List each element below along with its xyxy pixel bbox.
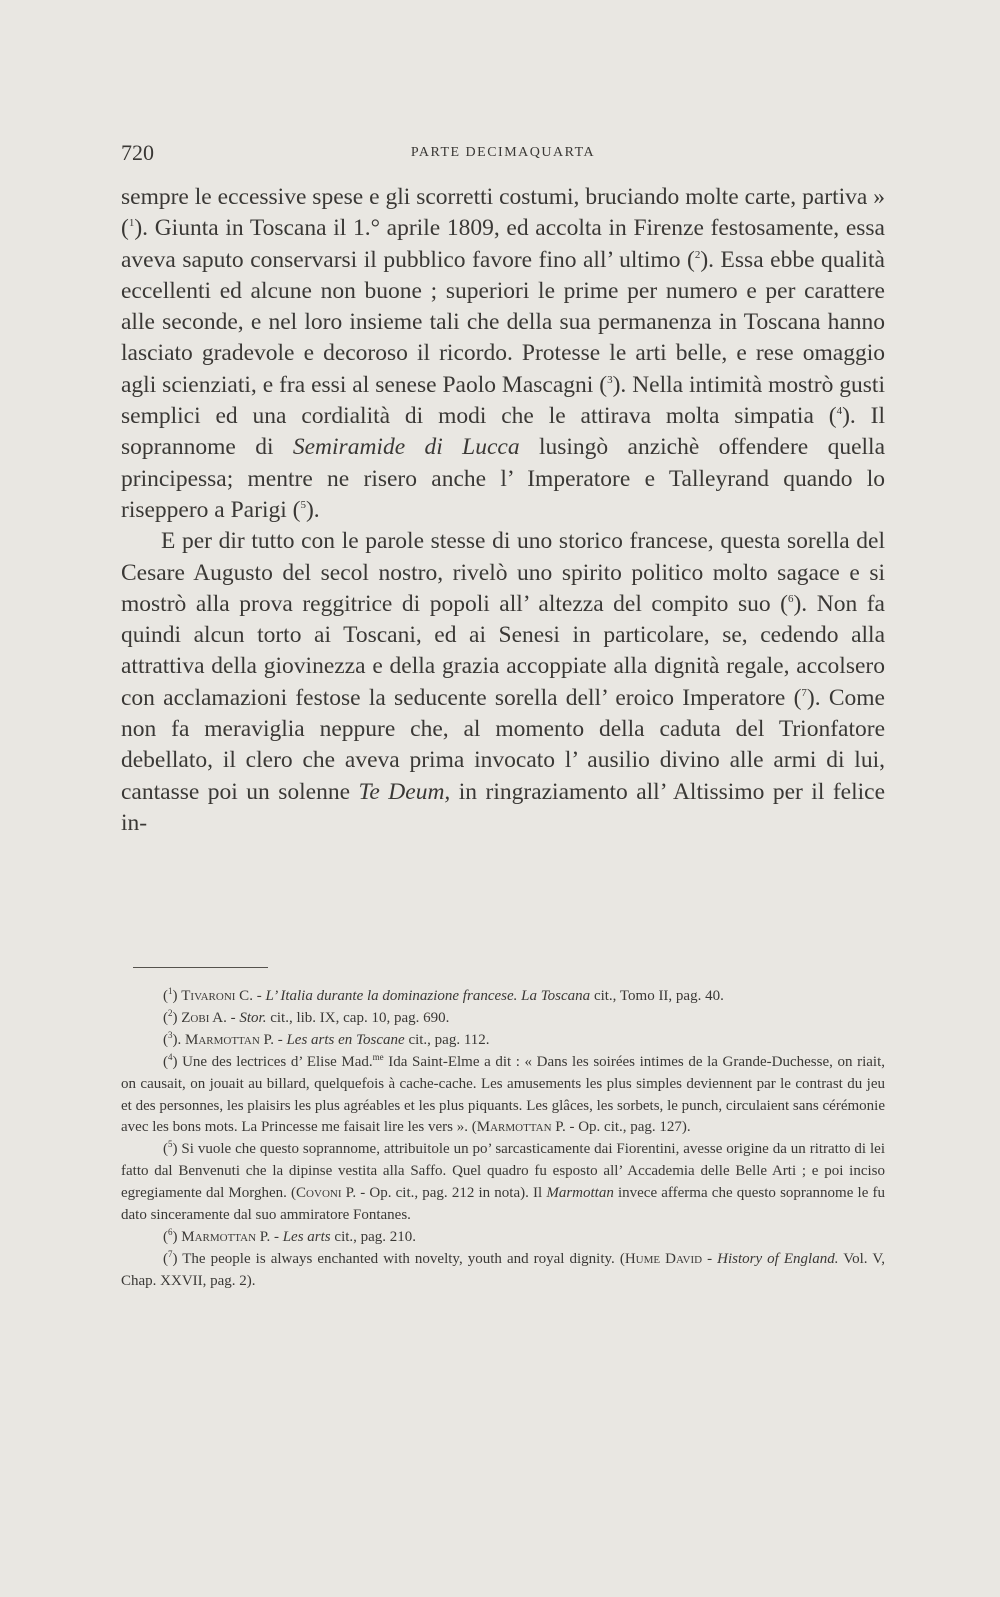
- footnote-text: cit., Tomo II, pag. 40.: [590, 988, 724, 1004]
- text-run: lusingò anzichè offendere quella principessa; mentre ne risero anche l’ Imperatore e Talleyrand quando lo riseppero a Parigi (: [121, 434, 886, 523]
- separator: -: [273, 1031, 287, 1048]
- footnote-text: The people is always enchanted with novelty, youth and royal dignity. (: [182, 1250, 625, 1267]
- footnote-text: cit., pag. 210.: [330, 1228, 417, 1245]
- footnote-ref: 6: [787, 592, 794, 605]
- footnote-mark: 2: [168, 1007, 173, 1018]
- page-header: [121, 140, 885, 166]
- footnote-author: Hume David: [624, 1250, 703, 1267]
- footnote: ($^1$) Tivaroni C. - L’ Italia durante la dominazione francese. La Toscana cit., Tomo II, pag. 40.: [163, 986, 724, 1004]
- footnote-text: Vol. V, Chap. XXVII, pag. 2).: [121, 1250, 885, 1289]
- footnote-ref: 3: [607, 373, 613, 386]
- text-run: ). Nella intimità mostrò gusti semplici ed una cordialità di modi che le attirava molta simpatia (: [121, 371, 885, 430]
- footnote: ($^7$) The people is always enchanted with novelty, youth and royal dignity. (Hume David - History of England. Vol. V, Chap. XXVII, pag. 2).: [121, 1248, 885, 1289]
- footnote-author: Marmottan P.: [181, 1228, 271, 1245]
- footnote-ref: 5: [300, 498, 306, 511]
- footnote-mark: 4: [168, 1051, 173, 1062]
- separator: -: [252, 988, 266, 1004]
- text-run: ). Essa ebbe qualità eccellenti ed alcune non buone ; superiori le prime per numero e per carattere alle seconde, e nel loro insieme tali che della sua permanenza in Toscana hanno lasciato gradevole e decoroso il ricordo. Protesse le arti belle, e rese omaggio agli scienziati, e fra essi al senese Paolo Mascagni (: [121, 246, 885, 398]
- footnote-author: Marmottan P.: [185, 1031, 274, 1048]
- footnote-text: Si vuole che questo soprannome, attribuitole un po’ sarcasticamente dai Fiorentini, avesse origine da un ritratto di lei fatto dal Benvenuti che la dipinse vestita alla Saffo. Quel quadro fu esposto all’ Accademia delle Belle Arti ; e poi inciso egregiamente dal Morghen. (: [121, 1141, 886, 1202]
- footnotes: [121, 986, 885, 1293]
- footnote-text: Une des lectrices d’ Elise Mad.: [182, 1053, 373, 1070]
- superscript: me: [372, 1051, 384, 1062]
- footnote-author: Tivaroni C.: [181, 988, 253, 1004]
- main-text: [121, 182, 885, 839]
- text-run: sempre le eccessive spese e gli scorretti costumi, bruciando molte carte, partiva » (: [121, 184, 885, 242]
- footnote: ($^4$) Une des lectrices d’ Elise Mad.$^{me}$ Ida Saint-Elme a dit : « Dans les soirées intimes de la Grande-Duchesse, on riait, on causait, on jouait au billard, quelquefois à cache-cache. Les amusements les plus simples deviennent par le contrast du jeu et des personnes, les plaisirs les plus agréables et les plus piquants. Les glâces, les sorbets, le punch, circulaient sans cérémonie avec les bons mots. La Princesse me faisait lire les vers ». (Marmottan P. - Op. cit., pag. 127).: [121, 1051, 885, 1136]
- footnote-divider: [133, 967, 268, 968]
- footnote-title: Les arts: [282, 1228, 331, 1245]
- footnote-title: History of England.: [717, 1250, 839, 1267]
- footnote-title: Les arts en Toscane: [286, 1031, 405, 1048]
- separator: -: [226, 1009, 240, 1026]
- footnote: ($^3$). Marmottan P. - Les arts en Toscane cit., pag. 112.: [163, 1029, 490, 1048]
- footnote-text: - Op. cit., pag. 212 in nota). Il: [356, 1185, 547, 1202]
- running-head: PARTE DECIMAQUARTA: [410, 145, 596, 160]
- text-run: ). Giunta in Toscana il 1.° aprile 1809, ed accolta in Firenze festosamente, essa aveva saputo conservarsi il pubblico favore fino all’ ultimo (: [121, 215, 885, 273]
- italic-text: Semiramide di Lucca: [292, 434, 520, 461]
- text-run: ). Il soprannome di: [121, 403, 885, 461]
- footnote-ref: 7: [801, 686, 807, 699]
- text-run: ).: [305, 496, 320, 523]
- footnote: ($^6$) Marmottan P. - Les arts cit., pag. 210.: [163, 1226, 417, 1245]
- footnote-mark: 1: [168, 986, 173, 996]
- italic-text: Te Deum,: [358, 778, 451, 805]
- footnote-text: - Op. cit., pag. 127).: [565, 1119, 691, 1136]
- footnote-ref: 4: [836, 405, 843, 418]
- footnote-title: Stor.: [239, 1009, 267, 1026]
- footnote-ref: 1: [128, 217, 135, 230]
- separator: -: [702, 1250, 718, 1267]
- footnote-mark: 3: [168, 1029, 173, 1040]
- footnote: ($^2$) Zobi A. - Stor. cit., lib. IX, cap. 10, pag. 690.: [163, 1007, 450, 1026]
- separator: -: [270, 1228, 283, 1245]
- footnote-author: Marmottan P.: [476, 1119, 566, 1136]
- text-run: in ringraziamento all’ Altissimo per il felice in-: [121, 778, 885, 836]
- footnote-ref: 2: [694, 248, 701, 261]
- paragraph: [121, 526, 885, 839]
- footnote-title: L’ Italia durante la dominazione francese. La Toscana: [265, 988, 591, 1004]
- text-run: E per dir tutto con le parole stesse di uno storico francese, questa sorella del Cesare Augusto del secol nostro, rivelò uno spirito politico molto sagace e si mostrò alla prova reggitrice di popoli all’ altezza del compito suo (: [121, 528, 885, 617]
- footnote-text: Ida Saint-Elme a dit : « Dans les soirées intimes de la Grande-Duchesse, on riait, on causait, on jouait au billard, quelquefois à cache-cache. Les amusements les plus simples deviennent par le contrast du jeu et des personnes, les plaisirs les plus agréables et les plus piquants. Les glâces, les sorbets, le punch, circulaient sans cérémonie avec les bons mots. La Princesse me faisait lire les vers ». (: [121, 1053, 885, 1136]
- italic-text: Marmottan: [546, 1185, 614, 1202]
- footnote-text: cit., lib. IX, cap. 10, pag. 690.: [266, 1009, 450, 1026]
- footnote: ($^5$) Si vuole che questo soprannome, attribuitole un po’ sarcasticamente dai Fiorentini, avesse origine da un ritratto di lei fatto dal Benvenuti che la dipinse vestita alla Saffo. Quel quadro fu esposto all’ Accademia delle Belle Arti ; e poi inciso egregiamente dal Morghen. (Covoni P. - Op. cit., pag. 212 in nota). Il Marmottan invece afferma che questo soprannome le fu dato sinceramente dal suo ammiratore Fontanes.: [121, 1139, 886, 1224]
- footnote-text: invece afferma che questo soprannome le fu dato sinceramente dal suo ammiratore Fontanes.: [121, 1185, 886, 1224]
- footnote-mark: 5: [168, 1139, 173, 1150]
- paragraph: [121, 182, 885, 526]
- page-number: 720: [121, 140, 154, 165]
- text-run: ). Come non fa meraviglia neppure che, al momento della caduta del Trionfatore debellato, il clero che aveva prima invocato l’ ausilio divino alle armi di lui, cantasse poi un solenne: [121, 684, 885, 805]
- footnote-mark: 6: [168, 1226, 173, 1237]
- footnote-author: Covoni P.: [296, 1185, 357, 1202]
- footnote-text: cit., pag. 112.: [404, 1031, 490, 1048]
- footnote-mark: 7: [168, 1248, 173, 1259]
- footnote-author: Zobi A.: [181, 1009, 227, 1026]
- text-run: ). Non fa quindi alcun torto ai Toscani, ed ai Senesi in particolare, se, cedendo alla attrattiva della giovinezza e della grazia accoppiate alla dignità regale, accolsero con acclamazioni festose la seducente sorella dell’ eroico Imperatore (: [121, 590, 885, 711]
